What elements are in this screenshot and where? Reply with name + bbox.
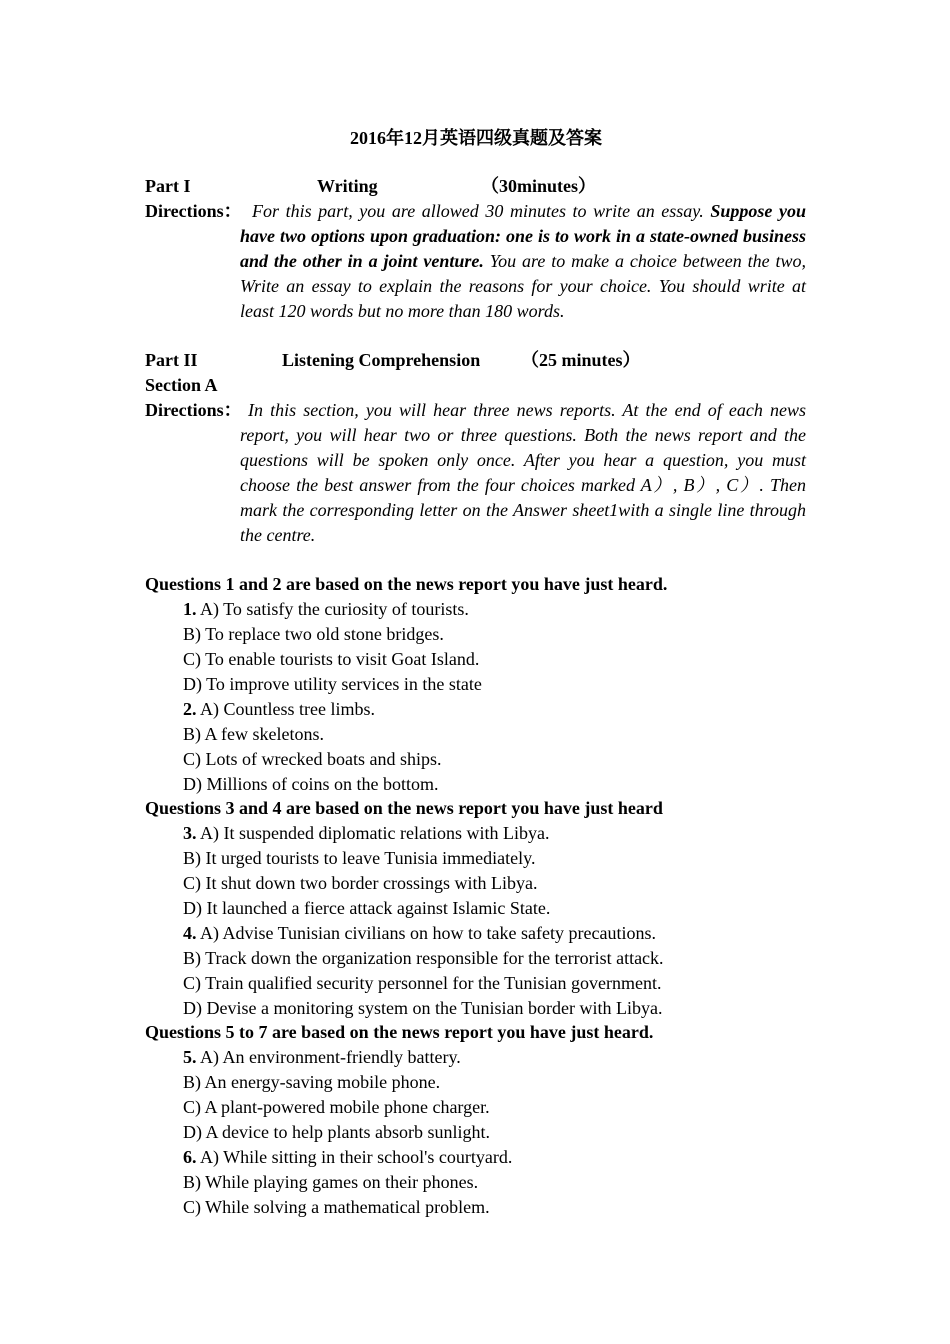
q2-option-c: C) Lots of wrecked boats and ships. <box>183 749 442 769</box>
q4-number: 4. <box>183 923 197 943</box>
q1-option-b: B) To replace two old stone bridges. <box>183 624 444 644</box>
group-heading-1: Questions 1 and 2 are based on the news report you have just heard. <box>145 574 668 594</box>
part1-directions-lead: For this part, you are allowed 30 minutes to write an essay. <box>252 201 704 221</box>
part2-directions-label: Directions： <box>145 400 242 420</box>
q3-number: 3. <box>183 823 197 843</box>
part1-directions-tail: You are to make a choice between the two, Write an essay to explain the reasons for your choice. You should write at least 120 words but no more than 180 words. <box>240 251 807 321</box>
q3-option-a: 3. A) It suspended diplomatic relations with Libya. <box>183 823 550 843</box>
q6-number: 6. <box>183 1147 197 1167</box>
group-heading-3: Questions 5 to 7 are based on the news report you have just heard. <box>145 1022 654 1042</box>
q4-option-c: C) Train qualified security personnel for the Tunisian government. <box>183 973 662 993</box>
part1-header <box>145 174 807 199</box>
part1-label: Part I <box>145 176 191 196</box>
part2-label: Part II <box>145 350 198 370</box>
q5-option-b: B) An energy-saving mobile phone. <box>183 1072 441 1092</box>
document-title: 2016年12月英语四级真题及答案 <box>350 128 602 148</box>
section-a-label: Section A <box>145 375 218 395</box>
part2-directions-text: In this section, you will hear three news reports. At the end of each news report, you will hear two or three questions. Both the news report and the questions will be spoken only once. After you hear a question, you must choose the best answer from the four choices marked A）, B）, C）. Then mark the corresponding letter on the Answer sheet1with a single line through the centre. <box>240 400 806 545</box>
q2-option-d: D) Millions of coins on the bottom. <box>183 774 439 794</box>
group-heading-2: Questions 3 and 4 are based on the news report you have just heard <box>145 798 663 818</box>
q5-number: 5. <box>183 1047 197 1067</box>
part1-directions-label: Directions： <box>145 201 242 221</box>
part1-directions-bold: Suppose you have two options upon graduation: one is to work in a state-owned business and the other in a joint venture. <box>240 201 806 271</box>
q2-option-b: B) A few skeletons. <box>183 724 324 744</box>
part1-name: Writing <box>317 176 378 196</box>
q1-option-a: 1. A) To satisfy the curiosity of tourists. <box>183 599 469 619</box>
q2-option-a: 2. A) Countless tree limbs. <box>183 699 375 719</box>
q6-option-b: B) While playing games on their phones. <box>183 1172 479 1192</box>
q1-option-c: C) To enable tourists to visit Goat Island. <box>183 649 480 669</box>
q4-option-b: B) Track down the organization responsible for the terrorist attack. <box>183 948 664 968</box>
q5-option-d: D) A device to help plants absorb sunlight. <box>183 1122 490 1142</box>
q5-option-c: C) A plant-powered mobile phone charger. <box>183 1097 490 1117</box>
q1-option-d: D) To improve utility services in the state <box>183 674 482 694</box>
q3-option-b: B) It urged tourists to leave Tunisia immediately. <box>183 848 536 868</box>
part2-time: （25 minutes） <box>521 350 641 370</box>
q4-option-d: D) Devise a monitoring system on the Tunisian border with Libya. <box>183 998 663 1018</box>
q3-option-d: D) It launched a fierce attack against Islamic State. <box>183 898 551 918</box>
part1-time: （30minutes） <box>481 176 597 196</box>
q4-option-a: 4. A) Advise Tunisian civilians on how to take safety precautions. <box>183 923 656 943</box>
q6-option-a: 6. A) While sitting in their school's courtyard. <box>183 1147 513 1167</box>
q5-option-a: 5. A) An environment-friendly battery. <box>183 1047 461 1067</box>
part2-name: Listening Comprehension <box>282 350 481 370</box>
q2-number: 2. <box>183 699 197 719</box>
part1-directions-text <box>240 199 806 324</box>
q3-option-c: C) It shut down two border crossings with Libya. <box>183 873 538 893</box>
q1-number: 1. <box>183 599 197 619</box>
q6-option-c: C) While solving a mathematical problem. <box>183 1197 490 1217</box>
part2-header <box>145 348 807 373</box>
